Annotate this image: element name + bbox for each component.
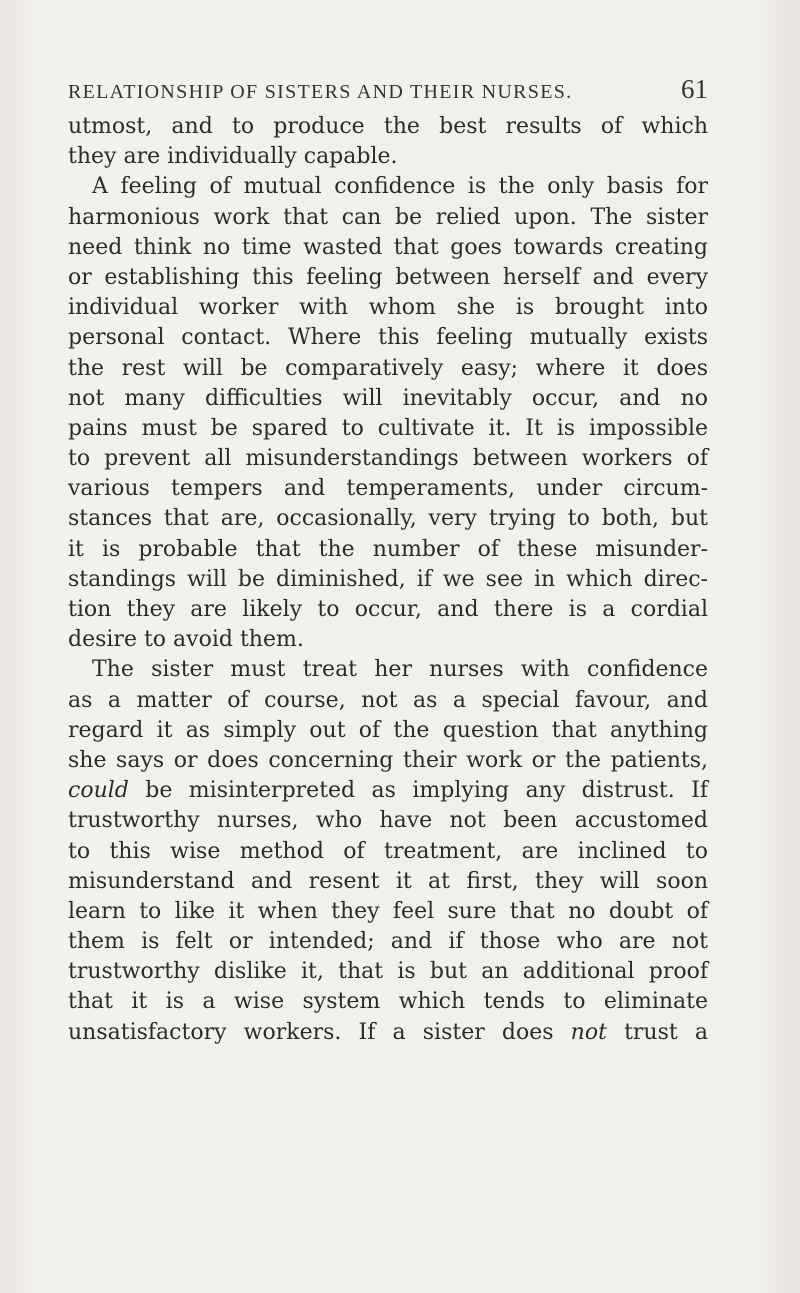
text-line: various tempers and temperaments, under circum- xyxy=(68,476,708,502)
text-line: as a matter of course, not as a special favour, and xyxy=(68,687,708,713)
text-line: personal contact. Where this feeling mutually exists xyxy=(68,325,708,351)
text-line: learn to like it when they feel sure that no doubt of xyxy=(68,898,708,924)
page-number: 61 xyxy=(681,74,708,104)
text-line: or establishing this feeling between herself and every xyxy=(68,264,708,290)
text-line: A feeling of mutual confidence is the only basis for xyxy=(92,174,708,200)
text-line: desire to avoid them. xyxy=(68,627,304,653)
text-line: utmost, and to produce the best results of which xyxy=(68,114,708,139)
text-line: standings will be diminished, if we see in which direc- xyxy=(68,566,708,592)
running-head-title: RELATIONSHIP OF SISTERS AND THEIR NURSES. xyxy=(68,81,573,103)
text-line: pains must be spared to cultivate it. It is impossible xyxy=(68,415,708,441)
text-line: they are individually capable. xyxy=(68,144,398,170)
text-line: stances that are, occasionally, very trying to both, but xyxy=(68,506,708,532)
text-line: tion they are likely to occur, and there is a cordial xyxy=(68,597,708,622)
italic-emphasis: not xyxy=(570,1019,607,1045)
text-line: could be misinterpreted as implying any distrust. If xyxy=(68,778,708,804)
text-line: that it is a wise system which tends to eliminate xyxy=(68,989,708,1015)
text-line: it is probable that the number of these misunder- xyxy=(68,536,708,562)
text-line: the rest will be comparatively easy; where it does xyxy=(68,355,708,381)
text-line: to this wise method of treatment, are inclined to xyxy=(68,838,708,864)
text-line: individual worker with whom she is brought into xyxy=(68,295,708,321)
text-line: harmonious work that can be relied upon. The sister xyxy=(68,204,708,230)
text-line: trustworthy nurses, who have not been accustomed xyxy=(68,808,708,834)
text-line: them is felt or intended; and if those who are not xyxy=(68,929,708,955)
text-line: trustworthy dislike it, that is but an additional proof xyxy=(68,959,708,985)
text-line: The sister must treat her nurses with confidence xyxy=(92,657,708,683)
text-line: unsatisfactory workers. If a sister does not trust a xyxy=(68,1019,708,1045)
text-line: not many difficulties will inevitably occur, and no xyxy=(68,385,708,411)
text-line: she says or does concerning their work or the patients, xyxy=(68,747,708,773)
text-line: misunderstand and resent it at first, they will soon xyxy=(68,868,708,894)
text-line: need think no time wasted that goes towards creating xyxy=(68,234,708,260)
text-line: regard it as simply out of the question that anything xyxy=(68,717,708,743)
text-line: to prevent all misunderstandings between workers of xyxy=(68,446,708,472)
body-text xyxy=(68,112,708,1048)
running-head xyxy=(68,74,708,105)
italic-emphasis: could xyxy=(68,778,129,804)
